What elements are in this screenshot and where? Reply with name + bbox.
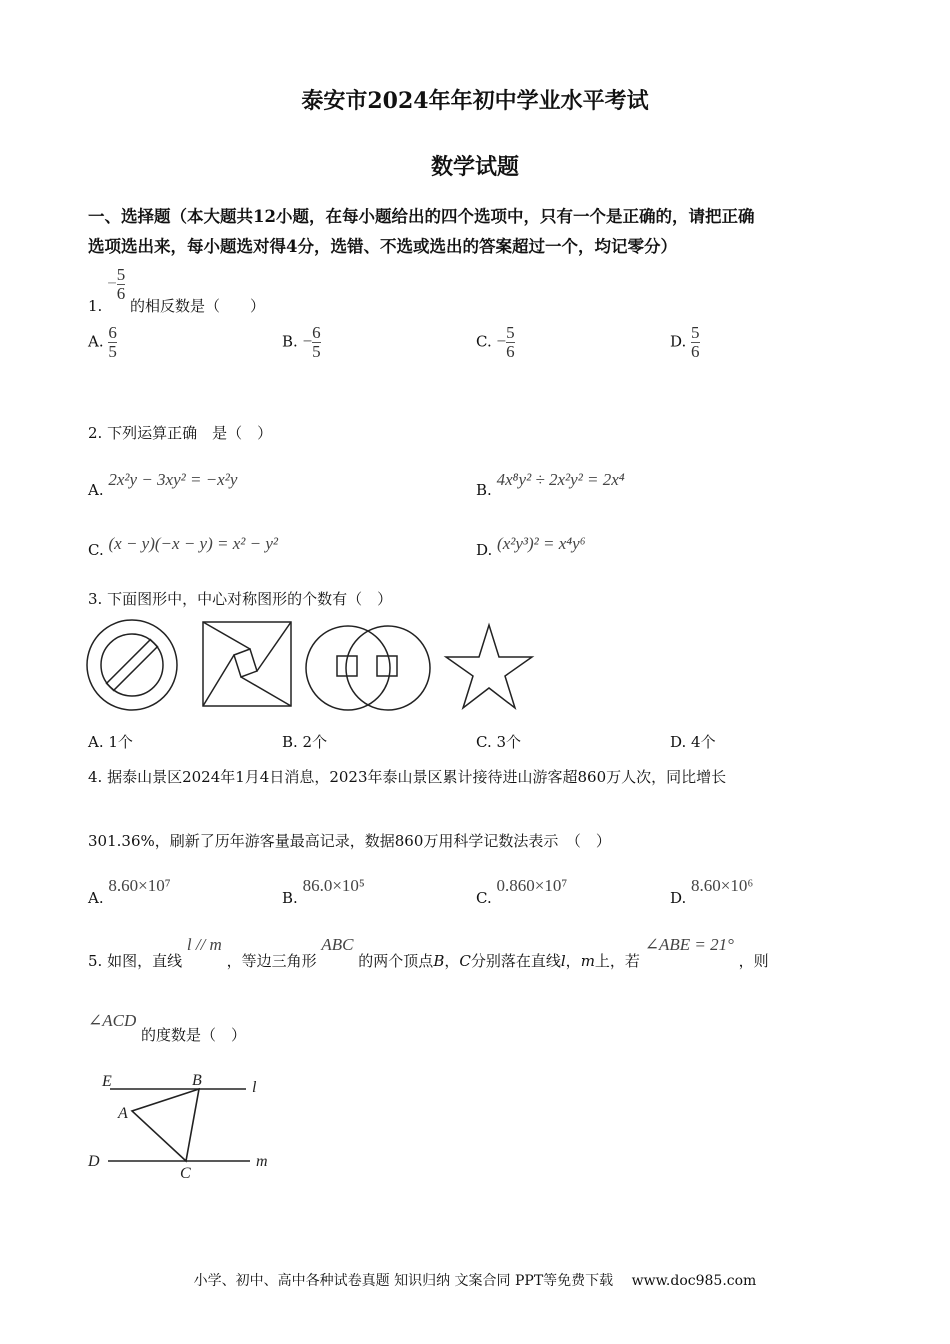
q5-label-a: A [118, 1105, 128, 1122]
q1-option-c-sign: − [496, 331, 507, 351]
q3-option-d[interactable]: D. 4个 [670, 733, 716, 751]
q5-math-triangle: ABC [321, 935, 354, 954]
q4-option-a[interactable] [88, 876, 171, 907]
q1-stem-sign: − [107, 273, 117, 293]
q3-figure-star [446, 625, 532, 708]
q1-option-b[interactable] [282, 324, 321, 361]
q3-figures [84, 620, 544, 720]
q1-option-c-den: 6 [506, 342, 515, 361]
q4-stem-line2: 301.36%，刷新了历年游客量最高记录，数据860万用科学记数法表示 （ ） [88, 832, 611, 850]
q5-math-angle-abe: ∠ABE = 21° [644, 935, 734, 954]
q1-option-c-frac [506, 324, 515, 361]
q5-text-2: ，等边三角形 [226, 952, 317, 970]
q4-option-d-expr: 8.60×10⁶ [691, 876, 754, 895]
q1-number: 1. [88, 296, 103, 315]
q5-label-m: m [256, 1153, 268, 1170]
q1-option-a-label: A. [88, 332, 104, 351]
q5-text-if: 上，若 [594, 952, 640, 970]
q3-stem: 3. 下面图形中，中心对称图形的个数有（ ） [88, 590, 393, 608]
q1-stem-den: 6 [116, 284, 126, 303]
q1-option-c-num: 5 [506, 323, 515, 342]
q4-option-b[interactable] [282, 876, 365, 907]
q3-option-b[interactable]: B. 2个 [282, 733, 328, 751]
q1-option-c[interactable] [476, 324, 515, 361]
q4-option-c-expr: 0.860×10⁷ [496, 876, 568, 895]
q5-text-1: 5. 如图，直线 [88, 952, 183, 970]
q1-stem-text: 的相反数是（ ） [129, 296, 265, 315]
section-header-line2: 选项选出来，每小题选对得4分，选错、不选或选出的答案超过一个，均记零分） [88, 237, 677, 256]
q5-text-vertices: 的两个顶点 [358, 952, 434, 970]
q4-stem-line1: 4. 据泰山景区2024年1月4日消息，2023年泰山景区累计接待进山游客超860万人次，同比增长 [88, 768, 727, 786]
q4-option-a-expr: 8.60×10⁷ [108, 876, 171, 895]
q3-figure-square-pinwheel [203, 622, 291, 706]
page-footer: 小学、初中、高中各种试卷真题 知识归纳 文案合同 PPT等免费下载 www.doc985.com [193, 1273, 757, 1289]
q2-option-c-label: C. [88, 541, 104, 559]
q5-label-e: E [102, 1073, 112, 1090]
q3-figure-coin-rings [306, 626, 430, 710]
q3-figure-circle-slot [87, 620, 177, 710]
q5-sep-1: ， [444, 952, 460, 970]
q1-option-a[interactable] [88, 324, 117, 361]
q1-option-b-num: 6 [312, 323, 321, 342]
q3-option-a[interactable]: A. 1个 [88, 733, 133, 751]
q5-sep-2: ， [565, 952, 581, 970]
q4-option-c[interactable] [476, 876, 568, 907]
q2-stem: 2. 下列运算正确 是（ ） [88, 424, 273, 442]
q5-math-angle-acd: ∠ACD [88, 1011, 137, 1030]
q1-option-d-label: D. [670, 332, 687, 351]
q1-option-d[interactable] [670, 324, 700, 361]
q5-figure [86, 1068, 286, 1183]
q1-option-a-den: 5 [108, 342, 117, 361]
q2-option-d[interactable] [476, 534, 586, 559]
q5-point-c: C [459, 952, 471, 970]
q1-option-b-frac [312, 324, 321, 361]
q4-option-b-label: B. [282, 889, 298, 907]
q1-stem [88, 262, 265, 315]
q5-triangle-abc [132, 1089, 199, 1161]
q1-option-b-sign: − [302, 331, 313, 351]
q5-text-3 [358, 952, 640, 970]
q5-stem-line1 [88, 934, 769, 970]
q2-option-b-expr: 4x⁸y² ÷ 2x²y² = 2x⁴ [496, 470, 625, 489]
q5-label-c: C [180, 1165, 191, 1182]
q5-point-b: B [433, 952, 445, 970]
q1-option-d-den: 6 [691, 342, 700, 361]
exam-subtitle: 数学试题 [430, 154, 519, 180]
q1-option-d-num: 5 [691, 323, 700, 342]
q5-text-degree: 的度数是（ ） [141, 1026, 247, 1044]
q2-option-b-label: B. [476, 481, 492, 499]
q1-option-a-num: 6 [108, 323, 117, 342]
q4-option-d-label: D. [670, 889, 687, 907]
q1-stem-frac [117, 266, 126, 303]
exam-title: 泰安市2024年年初中学业水平考试 [301, 88, 649, 114]
q4-option-c-label: C. [476, 889, 492, 907]
q1-option-c-label: C. [476, 332, 492, 351]
q1-option-b-den: 5 [312, 342, 321, 361]
section-header-line1: 一、选择题（本大题共12小题，在每小题给出的四个选项中，只有一个是正确的，请把正确 [88, 207, 755, 226]
q3-option-c[interactable]: C. 3个 [476, 733, 522, 751]
q2-option-d-label: D. [476, 541, 493, 559]
q2-option-c-expr: (x − y)(−x − y) = x² − y² [108, 534, 278, 553]
q5-text-lines: 分别落在直线 [470, 952, 561, 970]
q5-stem-line2 [88, 1010, 247, 1044]
q5-line-m: m [580, 952, 595, 970]
q4-option-a-label: A. [88, 889, 104, 907]
q2-option-a-label: A. [88, 481, 104, 499]
q1-option-d-frac [691, 324, 700, 361]
q2-option-d-expr: (x²y³)² = x⁴y⁶ [497, 534, 586, 553]
q5-text-then: ，则 [738, 952, 769, 970]
q1-stem-num: 5 [116, 265, 126, 284]
q1-stem-fraction [107, 266, 125, 303]
q5-label-b: B [192, 1072, 202, 1089]
q2-option-a[interactable] [88, 470, 238, 499]
q2-option-a-expr: 2x²y − 3xy² = −x²y [108, 470, 238, 489]
q2-option-b[interactable] [476, 470, 625, 499]
q5-math-parallel: l // m [186, 935, 222, 954]
q1-option-b-label: B. [282, 332, 298, 351]
q4-option-b-expr: 86.0×10⁵ [302, 876, 365, 895]
q5-line-l: l [560, 952, 566, 970]
q4-option-d[interactable] [670, 876, 754, 907]
q2-option-c[interactable] [88, 534, 278, 559]
q5-label-d: D [88, 1153, 100, 1170]
q1-option-a-frac [108, 324, 117, 361]
q5-label-l: l [252, 1079, 257, 1096]
